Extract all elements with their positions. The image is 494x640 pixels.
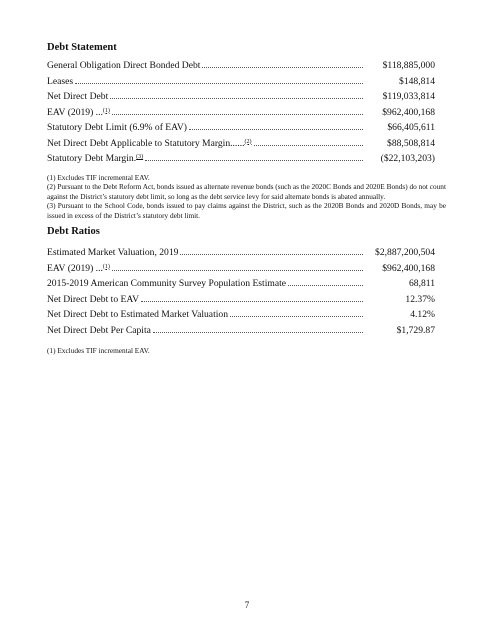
row-value: $118,885,000 — [382, 60, 435, 71]
row-value: 4.12% — [410, 309, 435, 320]
row-value: ($22,103,203) — [380, 153, 435, 164]
footnote: (1) Excludes TIF incremental EAV. — [47, 173, 150, 182]
debt-statement-row — [47, 91, 435, 107]
leader-dots — [288, 278, 363, 286]
leader-dots — [153, 325, 363, 333]
leader-dots — [180, 247, 363, 255]
row-label: Net Direct Debt to EAV — [47, 293, 140, 305]
debt-ratios-row — [47, 294, 435, 310]
row-label: Net Direct Debt Per Capita — [47, 324, 151, 336]
debt-ratios-row — [47, 325, 435, 341]
footnote: (1) Excludes TIF incremental EAV. — [47, 346, 150, 355]
row-value: $2,887,200,504 — [375, 247, 435, 258]
leader-dots — [141, 294, 363, 302]
row-label: Net Direct Debt Applicable to Statutory Margin......$^{(2)}$ — [47, 137, 252, 149]
leader-dots — [254, 138, 363, 146]
leader-dots — [110, 91, 363, 99]
debt-ratios-title: Debt Ratios — [47, 226, 100, 237]
footnote: (3) Pursuant to the School Code, bonds issued to pay claims against the District, such as the 2020B Bonds and 2020D Bonds, may be issued in excess of the District’s statutory debt limit. — [47, 201, 446, 220]
row-value: $962,400,168 — [382, 262, 435, 274]
row-value: $88,508,814 — [387, 137, 435, 149]
row-value: $1,729.87 — [396, 324, 435, 336]
leader-dots — [230, 309, 363, 317]
debt-statement-row — [47, 153, 435, 169]
row-value: $119,033,814 — [382, 91, 435, 102]
row-value: 68,811 — [408, 278, 435, 289]
debt-statement-row — [47, 122, 435, 138]
row-label: Net Direct Debt — [47, 91, 109, 102]
debt-ratios-footnotes — [47, 346, 446, 355]
row-label: EAV (2019) ...$^{(1)}$ — [47, 106, 110, 118]
leader-dots — [75, 76, 363, 84]
debt-statement-row — [47, 76, 435, 92]
leader-dots — [202, 60, 363, 68]
debt-statement-title: Debt Statement — [47, 42, 117, 53]
row-label: Estimated Market Valuation, 2019 — [47, 247, 179, 258]
row-label: Leases — [47, 75, 74, 87]
debt-statement-row — [47, 107, 435, 123]
debt-ratios-row — [47, 263, 435, 279]
leader-dots — [112, 263, 363, 271]
debt-statement-table — [47, 60, 435, 169]
debt-statement-footnotes — [47, 173, 446, 220]
footnote: (2) Pursuant to the Debt Reform Act, bonds issued as alternate revenue bonds (such as the 2020C Bonds and 2020E Bonds) do not count against the District’s statutory debt limit, so long as the debt service levy for said alternate bonds is abated annually. — [47, 182, 446, 201]
debt-ratios-row — [47, 309, 435, 325]
row-label: Statutory Debt Limit (6.9% of EAV) — [47, 122, 187, 133]
row-label: 2015-2019 American Community Survey Population Estimate — [47, 278, 287, 289]
debt-statement-row — [47, 60, 435, 76]
page-number: 7 — [244, 600, 250, 610]
row-label: Net Direct Debt to Estimated Market Valuation — [47, 309, 228, 320]
row-value: 12.37% — [405, 293, 435, 305]
debt-ratios-table — [47, 247, 435, 340]
debt-ratios-row — [47, 278, 435, 294]
row-value: $962,400,168 — [382, 106, 435, 118]
leader-dots — [112, 107, 363, 115]
row-label: General Obligation Direct Bonded Debt — [47, 60, 201, 71]
row-label: EAV (2019) ...$^{(1)}$ — [47, 262, 110, 274]
debt-statement-row — [47, 138, 435, 154]
row-value: $148,814 — [399, 75, 435, 87]
row-value: $66,405,611 — [387, 122, 435, 133]
row-label: Statutory Debt Margin.$^{(3)}$ — [47, 153, 144, 164]
leader-dots — [189, 122, 363, 130]
debt-ratios-row — [47, 247, 435, 263]
leader-dots — [145, 153, 363, 161]
